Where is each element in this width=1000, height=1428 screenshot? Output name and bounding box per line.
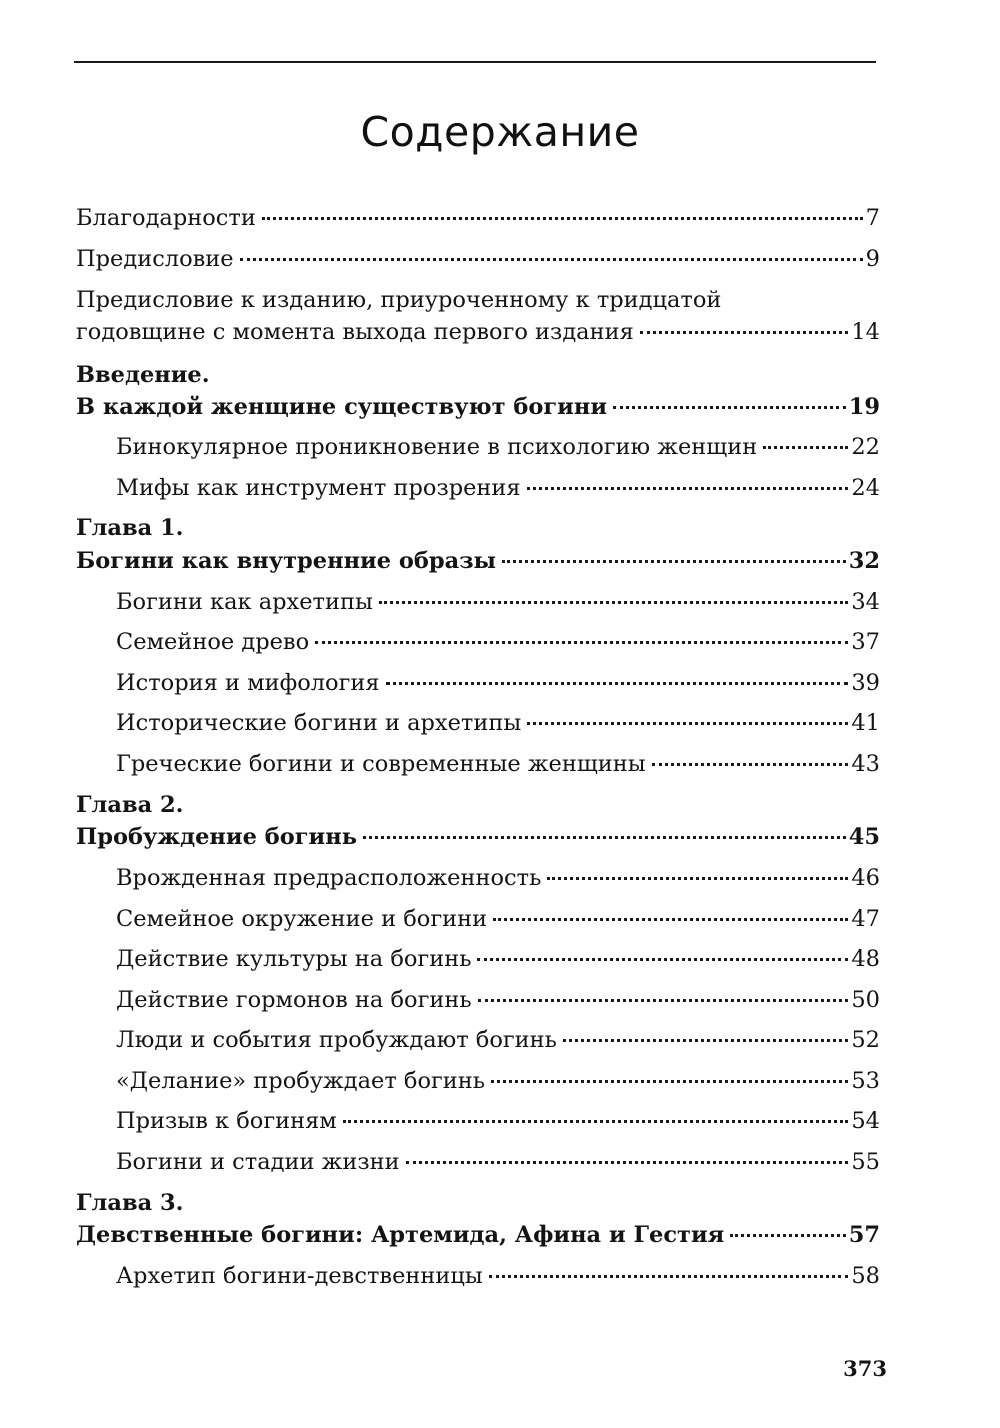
toc-entry-page: 54: [851, 1108, 880, 1134]
toc-entry-title: Архетип богини-девственницы: [116, 1263, 483, 1289]
toc-entry: [116, 863, 880, 893]
toc-entry-page: 9: [865, 246, 880, 272]
chapter-label: Глава 3.: [76, 1190, 184, 1216]
toc-entry: [116, 627, 880, 657]
toc-chapter-entry: [76, 546, 880, 576]
toc-entry-title: Врожденная предрасположенность: [116, 865, 542, 891]
leader-dots: [527, 487, 849, 490]
chapter-label: Глава 2.: [76, 792, 184, 818]
toc-entry-page: 34: [851, 589, 880, 615]
toc-entry-page: 24: [851, 475, 880, 501]
toc-entry: [76, 203, 880, 233]
toc-section-entry: [76, 392, 880, 422]
toc-entry-page: 50: [851, 987, 880, 1013]
leader-dots: [491, 1080, 848, 1083]
toc-entry-title: Греческие богини и современные женщины: [116, 751, 646, 777]
leader-dots: [527, 722, 848, 725]
toc-entry: [116, 749, 880, 779]
toc-entry-title: История и мифология: [116, 670, 380, 696]
toc-entry-page: 57: [848, 1222, 880, 1248]
leader-dots: [613, 406, 846, 409]
toc-entry: [116, 1066, 880, 1096]
toc-entry: [116, 432, 880, 462]
leader-dots: [240, 258, 863, 261]
toc-entry-page: 41: [851, 710, 880, 736]
toc-entry-title: Богини как внутренние образы: [76, 548, 497, 574]
toc-entry: [116, 1106, 880, 1136]
toc-chapter-entry: [76, 1220, 880, 1250]
leader-dots: [763, 446, 848, 449]
toc-entry-title-line1: Предисловие к изданию, приуроченному к тридцатой: [76, 287, 722, 313]
leader-dots: [730, 1234, 845, 1237]
toc-entry-page: 55: [851, 1149, 880, 1175]
toc-entry-page: 47: [851, 906, 880, 932]
toc-entry: [76, 317, 880, 347]
page-number: 373: [843, 1356, 887, 1381]
toc-entry-page: 32: [848, 548, 880, 574]
toc-entry-page: 43: [851, 751, 880, 777]
toc-entry: [116, 985, 880, 1015]
toc-entry-title: Богини и стадии жизни: [116, 1149, 400, 1175]
toc-entry-title: В каждой женщине существуют богини: [76, 394, 608, 420]
page-title: Содержание: [360, 108, 640, 156]
toc-entry-title: «Делание» пробуждает богинь: [116, 1068, 486, 1094]
toc-entry: [116, 944, 880, 974]
leader-dots: [640, 331, 849, 334]
toc-entry-title: Пробуждение богинь: [76, 824, 357, 850]
toc-entry-page: 45: [848, 824, 880, 850]
leader-dots: [489, 1275, 849, 1278]
toc-entry-title: Семейное окружение и богини: [116, 906, 488, 932]
toc-entry-page: 53: [851, 1068, 880, 1094]
toc-entry: [116, 708, 880, 738]
toc-entry-page: 37: [851, 629, 880, 655]
toc-entry-title: Семейное древо: [116, 629, 310, 655]
toc-entry: [116, 1025, 880, 1055]
toc-entry-title: Предисловие: [76, 246, 234, 272]
toc-entry-title: Благодарности: [76, 205, 256, 231]
toc-entry-page: 52: [851, 1027, 880, 1053]
leader-dots: [652, 763, 849, 766]
chapter-label: Глава 1.: [76, 515, 184, 541]
toc-entry-title: Мифы как инструмент прозрения: [116, 475, 521, 501]
toc-entry: [116, 904, 880, 934]
toc-entry: [116, 473, 880, 503]
leader-dots: [493, 918, 848, 921]
leader-dots: [478, 999, 849, 1002]
toc-entry-title: Богини как архетипы: [116, 589, 373, 615]
toc-entry-title: Действие гормонов на богинь: [116, 987, 472, 1013]
toc-entry-page: 22: [851, 434, 880, 460]
toc-entry-title: годовщине с момента выхода первого издания: [76, 319, 634, 345]
toc-entry-page: 48: [851, 946, 880, 972]
toc-entry-title: Бинокулярное проникновение в психологию женщин: [116, 434, 758, 460]
toc-entry-page: 19: [848, 394, 880, 420]
toc-entry-page: 58: [851, 1263, 880, 1289]
toc-entry-title: Девственные богини: Артемида, Афина и Гестия: [76, 1222, 725, 1248]
leader-dots: [379, 601, 848, 604]
toc-entry-title: Люди и события пробуждают богинь: [116, 1027, 557, 1053]
leader-dots: [406, 1161, 849, 1164]
leader-dots: [386, 682, 849, 685]
toc-entry-title: Призыв к богиням: [116, 1108, 337, 1134]
toc-entry-page: 46: [851, 865, 880, 891]
toc-entry: [116, 587, 880, 617]
toc-chapter-entry: [76, 822, 880, 852]
leader-dots: [262, 217, 863, 220]
toc-entry-page: 7: [865, 205, 880, 231]
leader-dots: [343, 1120, 849, 1123]
toc-entry: [116, 668, 880, 698]
toc-entry: [116, 1147, 880, 1177]
leader-dots: [563, 1039, 848, 1042]
toc-entry-title: Исторические богини и архетипы: [116, 710, 522, 736]
section-label: Введение.: [76, 362, 210, 388]
leader-dots: [502, 560, 846, 563]
toc-entry: [76, 244, 880, 274]
leader-dots: [363, 836, 846, 839]
toc-entry-page: 14: [851, 319, 880, 345]
leader-dots: [547, 877, 848, 880]
leader-dots: [477, 958, 848, 961]
toc-entry-page: 39: [851, 670, 880, 696]
toc-entry: [116, 1261, 880, 1291]
toc-entry-title: Действие культуры на богинь: [116, 946, 472, 972]
leader-dots: [315, 641, 848, 644]
top-rule: [74, 61, 876, 63]
